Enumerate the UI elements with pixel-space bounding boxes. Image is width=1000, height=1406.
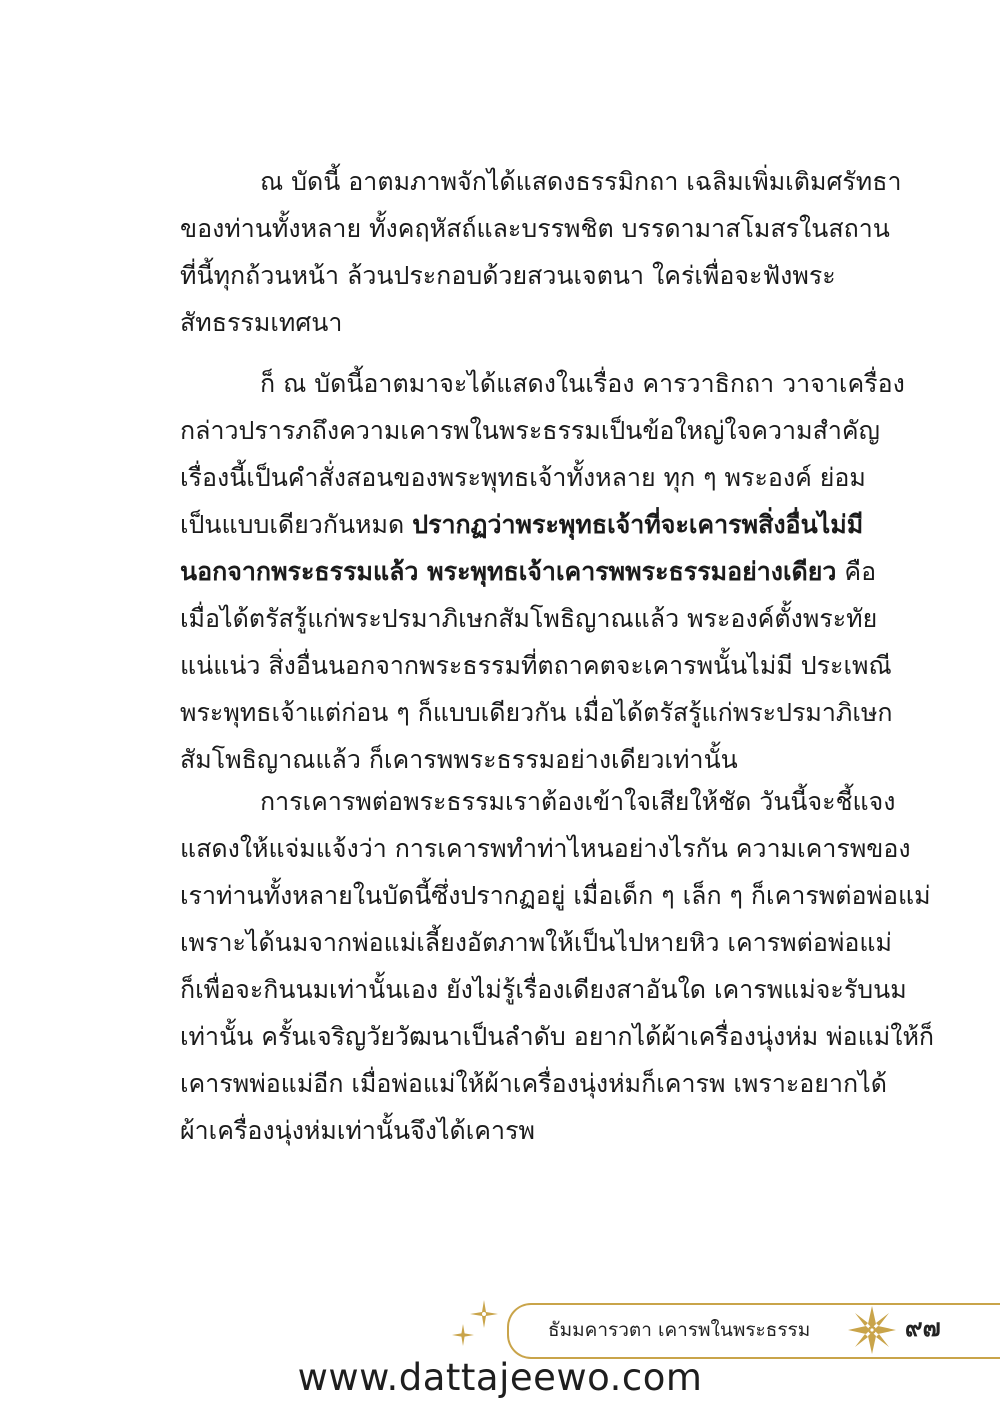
paragraph-3	[180, 778, 935, 1154]
paragraph-3-line: แสดงให้แจ่มแจ้งว่า การเคารพทำท่าไหนอย่างไรกัน ความเคารพของ	[180, 834, 911, 863]
paragraph-2-emphasis: นอกจากพระธรรมแล้ว พระพุทธเจ้าเคารพพระธรรมอย่างเดียว	[180, 557, 837, 586]
paragraph-3-line: เคารพพ่อแม่อีก เมื่อพ่อแม่ให้ผ้าเครื่องนุ่งห่มก็เคารพ เพราะอยากได้	[180, 1069, 887, 1098]
paragraph-2	[180, 360, 905, 783]
paragraph-3-line: เพราะได้นมจากพ่อแม่เลี้ยงอัตภาพให้เป็นไปหายหิว เคารพต่อพ่อแม่	[180, 928, 892, 957]
flower-ornament-icon	[846, 1304, 898, 1356]
book-title: ธัมมคารวตา เคารพในพระธรรม	[548, 1319, 811, 1341]
paragraph-2-text: เป็นแบบเดียวกันหมด	[180, 510, 413, 539]
page-number: ๙๗	[905, 1314, 941, 1342]
paragraph-1-line: สัทธรรมเทศนา	[180, 308, 343, 337]
paragraph-2-text: คือ	[836, 557, 877, 586]
paragraph-1-line: ณ บัดนี้ อาตมภาพจักได้แสดงธรรมิกถา เฉลิมเพิ่มเติมศรัทธา	[260, 167, 902, 196]
paragraph-3-line: การเคารพต่อพระธรรมเราต้องเข้าใจเสียให้ชัด วันนี้จะชี้แจง	[260, 787, 896, 816]
paragraph-1-line: ของท่านทั้งหลาย ทั้งคฤหัสถ์และบรรพชิต บรรดามาสโมสรในสถาน	[180, 214, 890, 243]
paragraph-2-emphasis: ปรากฏว่าพระพุทธเจ้าที่จะเคารพสิ่งอื่นไม่มี	[412, 510, 864, 539]
paragraph-1-line: ที่นี้ทุกถ้วนหน้า ล้วนประกอบด้วยสวนเจตนา ใคร่เพื่อจะฟังพระ	[180, 261, 836, 290]
paragraph-2-line: แน่แน่ว สิ่งอื่นนอกจากพระธรรมที่ตถาคตจะเคารพนั้นไม่มี ประเพณี	[180, 651, 892, 680]
paragraph-1	[180, 158, 902, 346]
paragraph-2-line: สัมโพธิญาณแล้ว ก็เคารพพระธรรมอย่างเดียวเท่านั้น	[180, 745, 738, 774]
paragraph-2-line: เรื่องนี้เป็นคำสั่งสอนของพระพุทธเจ้าทั้งหลาย ทุก ๆ พระองค์ ย่อม	[180, 463, 866, 492]
paragraph-3-line: ก็เพื่อจะกินนมเท่านั้นเอง ยังไม่รู้เรื่องเดียงสาอันใด เคารพแม่จะรับนม	[180, 975, 907, 1004]
paragraph-3-line: เราท่านทั้งหลายในบัดนี้ซึ่งปรากฏอยู่ เมื่อเด็ก ๆ เล็ก ๆ ก็เคารพต่อพ่อแม่	[180, 881, 931, 910]
website-url: www.dattajeewo.com	[297, 1356, 703, 1399]
paragraph-2-line: กล่าวปรารภถึงความเคารพในพระธรรมเป็นข้อใหญ่ใจความสำคัญ	[180, 416, 880, 445]
paragraph-2-line: ก็ ณ บัดนี้อาตมาจะได้แสดงในเรื่อง คารวาธิกถา วาจาเครื่อง	[260, 369, 905, 398]
sparkle-ornament-icon	[452, 1324, 474, 1346]
paragraph-2-line	[180, 501, 864, 548]
paragraph-2-line: พระพุทธเจ้าแต่ก่อน ๆ ก็แบบเดียวกัน เมื่อได้ตรัสรู้แก่พระปรมาภิเษก	[180, 698, 893, 727]
paragraph-2-line: เมื่อได้ตรัสรู้แก่พระปรมาภิเษกสัมโพธิญาณแล้ว พระองค์ตั้งพระทัย	[180, 604, 878, 633]
paragraph-2-line	[180, 548, 877, 595]
paragraph-3-line: ผ้าเครื่องนุ่งห่มเท่านั้นจึงได้เคารพ	[180, 1116, 535, 1145]
paragraph-3-line: เท่านั้น ครั้นเจริญวัยวัฒนาเป็นลำดับ อยากได้ผ้าเครื่องนุ่งห่ม พ่อแม่ให้ก็	[180, 1022, 935, 1051]
sparkle-ornament-icon	[470, 1300, 498, 1328]
